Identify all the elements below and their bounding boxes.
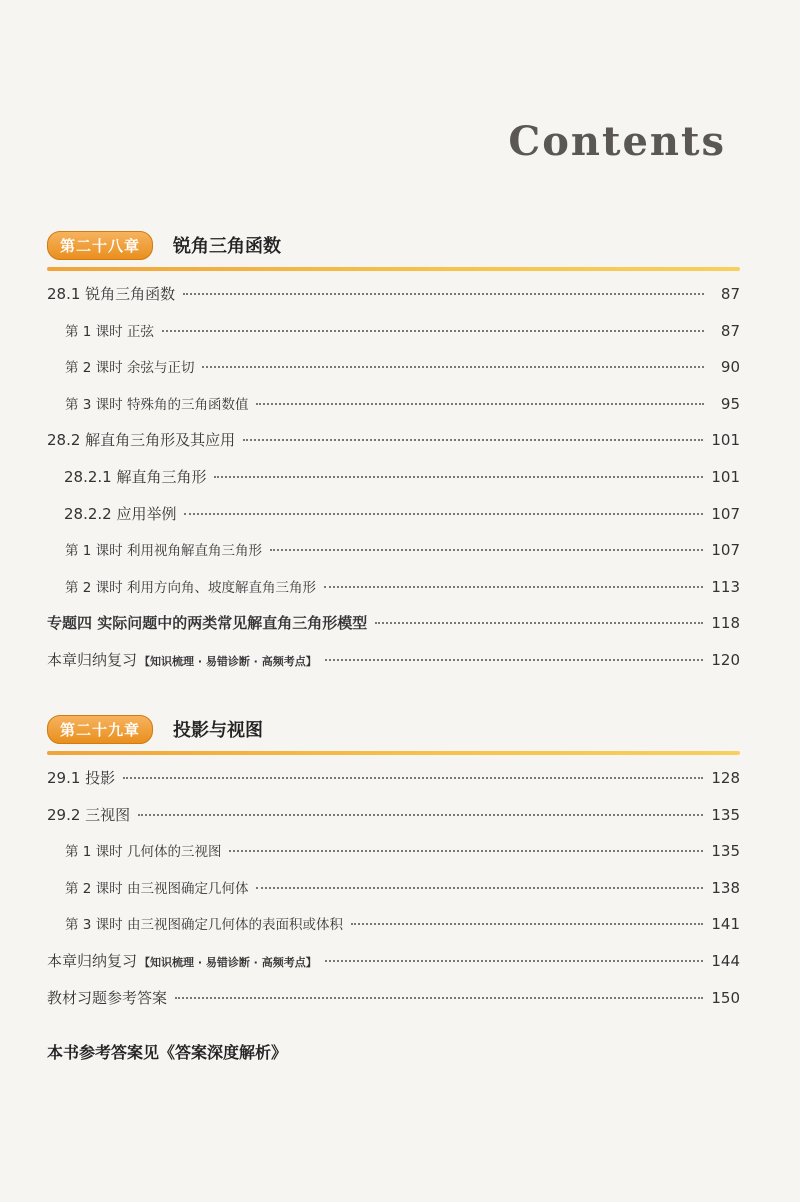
dot-leader xyxy=(351,923,703,925)
dot-leader xyxy=(229,850,703,852)
dot-leader xyxy=(214,476,703,478)
toc-entry-page: 113 xyxy=(711,577,740,596)
dot-leader xyxy=(123,777,703,779)
toc-entry-page: 107 xyxy=(711,541,740,560)
toc-entry-page: 135 xyxy=(711,805,740,824)
chapter-title: 投影与视图 xyxy=(173,720,264,741)
answer-key-note: 本书参考答案见《答案深度解析》 xyxy=(47,1043,288,1062)
toc-entry-label: 第 3 课时 由三视图确定几何体的表面积或体积 xyxy=(65,917,343,934)
dot-leader xyxy=(183,293,704,295)
dot-leader xyxy=(138,814,703,816)
toc-entry-label: 专题四 实际问题中的两类常见解直角三角形模型 xyxy=(47,614,368,633)
toc-entry-label: 28.2 解直角三角形及其应用 xyxy=(47,431,236,450)
toc-entry-page: 107 xyxy=(711,504,740,523)
chapter-29 xyxy=(47,714,740,1023)
toc-entry-tag: 【知识梳理 · 易错诊断 · 高频考点】 xyxy=(139,955,317,969)
toc-entry-page: 150 xyxy=(711,988,740,1007)
toc-entry-label: 第 1 课时 利用视角解直角三角形 xyxy=(65,543,262,560)
toc-entry-label: 第 1 课时 几何体的三视图 xyxy=(65,844,222,861)
toc-list xyxy=(47,283,740,686)
toc-entry[interactable] xyxy=(47,767,740,804)
toc-entry-label: 第 2 课时 余弦与正切 xyxy=(65,360,195,377)
toc-entry-page: 144 xyxy=(711,951,740,970)
toc-entry[interactable] xyxy=(47,466,740,503)
toc-entry-label: 28.1 锐角三角函数 xyxy=(47,285,176,303)
chapter-badge: 第二十九章 xyxy=(47,715,153,744)
dot-leader xyxy=(324,586,703,588)
toc-entry-page: 101 xyxy=(711,467,740,486)
toc-entry[interactable] xyxy=(47,429,740,466)
toc-entry-label: 29.1 投影 xyxy=(47,769,116,787)
dot-leader xyxy=(325,960,704,962)
chapter-badge: 第二十八章 xyxy=(47,231,153,260)
dot-leader xyxy=(175,997,703,999)
chapter-divider xyxy=(47,751,740,755)
page-title: Contents xyxy=(508,118,726,165)
toc-entry-page: 135 xyxy=(711,842,740,861)
toc-entry-page: 138 xyxy=(711,878,740,897)
toc-entry-label: 第 1 课时 正弦 xyxy=(65,323,154,340)
toc-entry-page: 120 xyxy=(711,650,740,669)
toc-entry-label: 28.2.1 解直角三角形 xyxy=(64,467,207,486)
toc-entry[interactable] xyxy=(47,539,740,576)
chapter-divider xyxy=(47,267,740,271)
toc-entry-label: 本章归纳复习 xyxy=(47,650,138,669)
toc-entry[interactable] xyxy=(47,283,740,320)
dot-leader xyxy=(375,622,703,624)
toc-entry-page: 141 xyxy=(711,915,740,934)
toc-entry[interactable] xyxy=(47,804,740,841)
dot-leader xyxy=(202,366,704,368)
chapter-header xyxy=(47,230,740,260)
toc-entry-page: 95 xyxy=(720,394,740,413)
toc-entry-label: 本章归纳复习 xyxy=(47,951,138,970)
chapter-header xyxy=(47,714,740,744)
toc-entry-page: 101 xyxy=(711,431,740,450)
toc-entry[interactable] xyxy=(47,356,740,393)
toc-entry-label: 教材习题参考答案 xyxy=(47,988,168,1007)
toc-entry-page: 118 xyxy=(711,614,740,633)
toc-entry-review[interactable] xyxy=(47,950,740,987)
toc-entry-tag: 【知识梳理 · 易错诊断 · 高频考点】 xyxy=(139,654,317,668)
toc-list xyxy=(47,767,740,1023)
toc-entry-page: 90 xyxy=(720,358,740,377)
toc-entry-special-topic[interactable] xyxy=(47,612,740,649)
toc-entry[interactable] xyxy=(47,913,740,950)
toc-entry-label: 29.2 三视图 xyxy=(47,805,131,824)
toc-entry-review[interactable] xyxy=(47,649,740,686)
chapter-28 xyxy=(47,230,740,686)
toc-entry-page: 128 xyxy=(711,769,740,787)
toc-entry-page: 87 xyxy=(720,285,740,303)
toc-entry-label: 第 3 课时 特殊角的三角函数值 xyxy=(65,396,249,413)
dot-leader xyxy=(184,513,703,515)
toc-entry[interactable] xyxy=(47,877,740,914)
dot-leader xyxy=(325,659,704,661)
toc-entry[interactable] xyxy=(47,320,740,357)
toc-entry[interactable] xyxy=(47,393,740,430)
dot-leader xyxy=(162,330,704,332)
dot-leader xyxy=(256,403,704,405)
dot-leader xyxy=(243,439,703,441)
toc-entry[interactable] xyxy=(47,840,740,877)
toc-entry[interactable] xyxy=(47,503,740,540)
dot-leader xyxy=(256,887,703,889)
toc-entry-label: 28.2.2 应用举例 xyxy=(64,504,177,523)
toc-entry-label: 第 2 课时 利用方向角、坡度解直角三角形 xyxy=(65,579,316,596)
toc-entry-page: 87 xyxy=(720,321,740,340)
toc-entry-label: 第 2 课时 由三视图确定几何体 xyxy=(65,880,249,897)
chapter-title: 锐角三角函数 xyxy=(173,236,282,257)
toc-entry-answers[interactable] xyxy=(47,987,740,1024)
toc-entry[interactable] xyxy=(47,576,740,613)
dot-leader xyxy=(270,549,703,551)
